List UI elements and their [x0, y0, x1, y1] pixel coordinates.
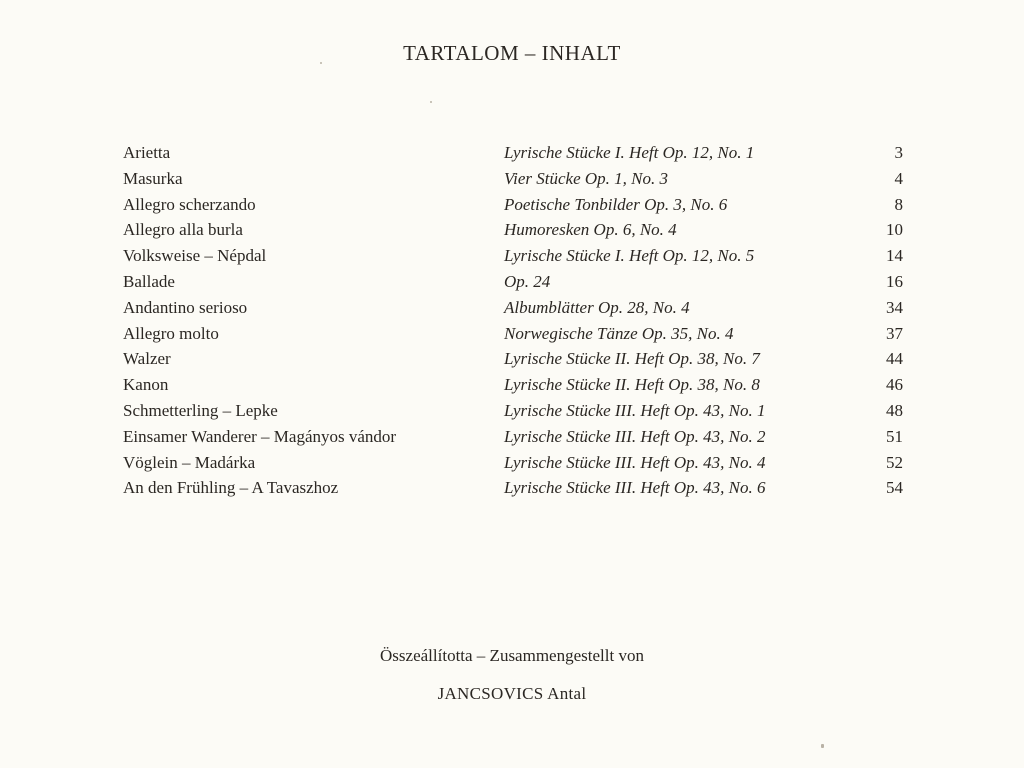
toc-row — [123, 450, 913, 476]
toc-piece-title: Volksweise – Népdal — [123, 246, 267, 266]
compiled-by-label: Összeállította – Zusammengestellt von — [380, 646, 644, 665]
toc-piece-title: Arietta — [123, 143, 171, 162]
toc-row — [123, 269, 913, 295]
toc-row — [123, 243, 913, 269]
page-title: TARTALOM – INHALT — [403, 41, 621, 65]
toc-piece-title: Ballade — [123, 271, 175, 291]
compiler-name: JANCSOVICS Antal — [437, 684, 587, 703]
toc-source-work: Lyrische Stücke III. Heft Op. 43, No. 2 — [504, 426, 766, 446]
toc-row — [123, 346, 913, 372]
toc-row — [123, 475, 913, 501]
toc-source-work: Lyrische Stücke III. Heft Op. 43, No. 4 — [504, 452, 766, 472]
toc-row — [123, 295, 913, 321]
toc-page-number: 44 — [886, 349, 903, 369]
paper-speck — [821, 744, 824, 748]
toc-piece-title: Walzer — [123, 349, 171, 369]
toc-source-work: Lyrische Stücke I. Heft Op. 12, No. 5 — [504, 246, 755, 266]
toc-source-work: Norwegische Tänze Op. 35, No. 4 — [504, 323, 734, 343]
toc-source-work: Poetische Tonbilder Op. 3, No. 6 — [504, 194, 728, 214]
toc-piece-title: Einsamer Wanderer – Magányos vándor — [123, 426, 397, 446]
toc-row — [123, 424, 913, 450]
toc-source-work: Lyrische Stücke III. Heft Op. 43, No. 6 — [504, 478, 766, 498]
toc-source-work: Humoresken Op. 6, No. 4 — [504, 220, 677, 240]
toc-source-work: Op. 24 — [504, 271, 551, 291]
toc-source-work: Lyrische Stücke III. Heft Op. 43, No. 1 — [504, 400, 766, 420]
toc-piece-title: Andantino serioso — [123, 297, 248, 317]
toc-page-number: 3 — [894, 143, 903, 162]
toc-piece-title: Masurka — [123, 168, 183, 188]
toc-page-number: 34 — [886, 297, 903, 317]
toc-page-number: 48 — [886, 400, 903, 420]
toc-source-work: Lyrische Stücke II. Heft Op. 38, No. 7 — [504, 349, 760, 369]
toc-source-work: Lyrische Stücke II. Heft Op. 38, No. 8 — [504, 375, 760, 395]
toc-page-number: 8 — [894, 194, 903, 214]
toc-piece-title: Kanon — [123, 375, 169, 395]
paper-speck — [320, 62, 322, 64]
toc-page-number: 54 — [886, 478, 903, 498]
toc-page-number: 10 — [886, 220, 903, 240]
toc-source-work: Lyrische Stücke I. Heft Op. 12, No. 1 — [504, 143, 755, 162]
toc-row — [123, 140, 913, 166]
toc-page-number: 4 — [894, 168, 903, 188]
toc-row — [123, 372, 913, 398]
table-of-contents — [123, 140, 913, 501]
toc-page-number: 16 — [886, 271, 903, 291]
toc-piece-title: Allegro alla burla — [123, 220, 243, 240]
toc-piece-title: Vöglein – Madárka — [123, 452, 256, 472]
toc-source-work: Vier Stücke Op. 1, No. 3 — [504, 168, 668, 188]
toc-page-number: 46 — [886, 375, 903, 395]
toc-row — [123, 398, 913, 424]
paper-speck — [430, 101, 432, 103]
toc-row — [123, 192, 913, 218]
toc-page-number: 52 — [886, 452, 903, 472]
toc-piece-title: Allegro molto — [123, 323, 219, 343]
toc-page-number: 14 — [886, 246, 903, 266]
toc-row — [123, 166, 913, 192]
toc-page-number: 51 — [886, 426, 903, 446]
toc-source-work: Albumblätter Op. 28, No. 4 — [504, 297, 690, 317]
toc-row — [123, 321, 913, 347]
toc-page-number: 37 — [886, 323, 903, 343]
toc-piece-title: An den Frühling – A Tavaszhoz — [123, 478, 339, 498]
toc-piece-title: Schmetterling – Lepke — [123, 400, 278, 420]
toc-piece-title: Allegro scherzando — [123, 194, 256, 214]
toc-row — [123, 217, 913, 243]
